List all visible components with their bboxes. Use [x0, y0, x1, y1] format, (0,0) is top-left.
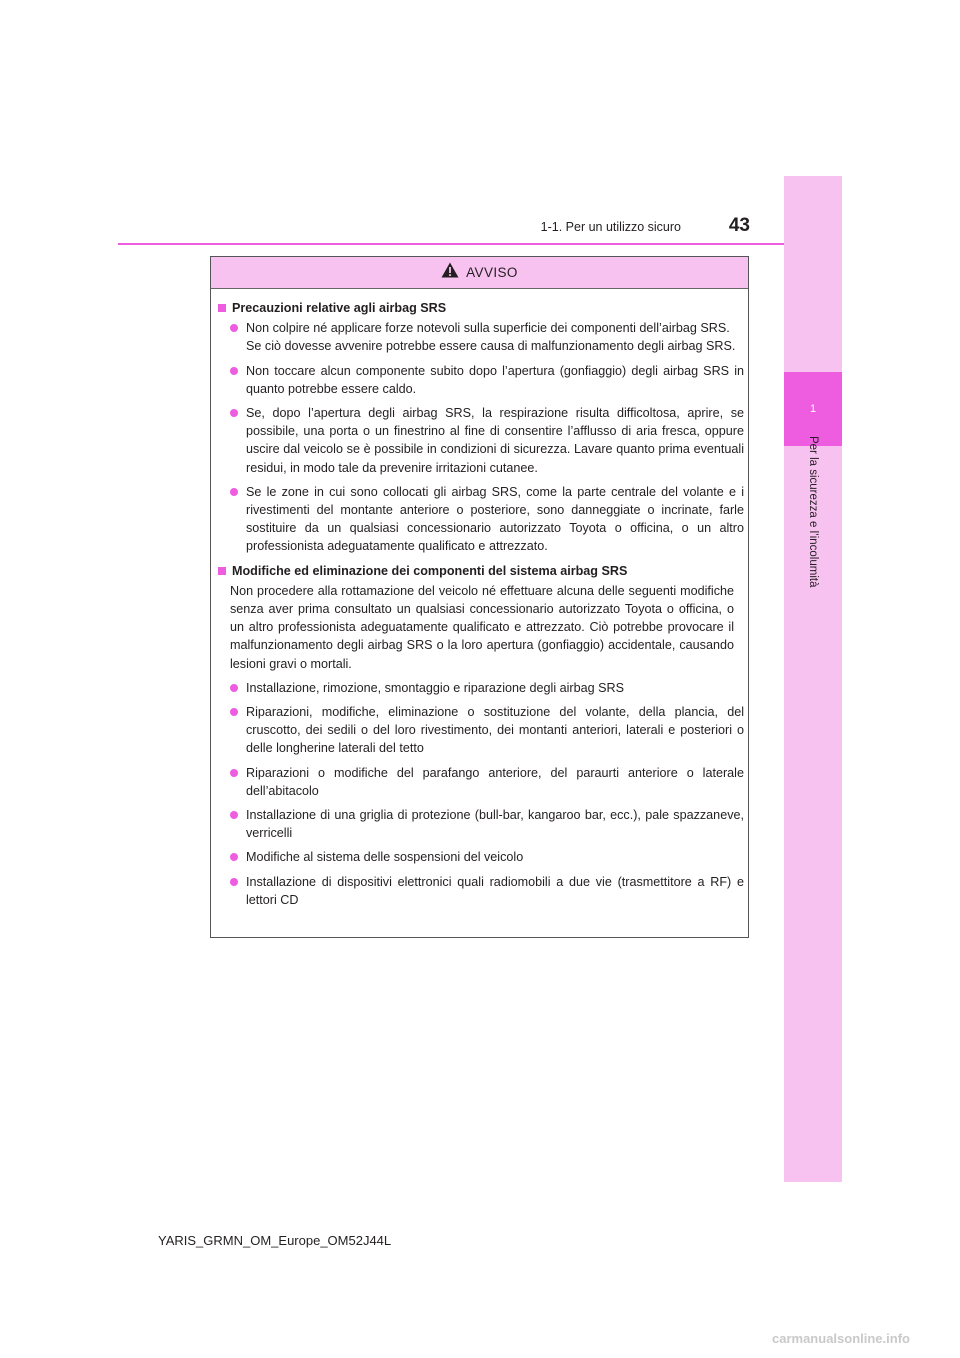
- list-item: Riparazioni o modifiche del parafango anteriore, del paraurti anteriore o laterale dell’abitacolo: [218, 764, 744, 800]
- list-item: Installazione di dispositivi elettronici quali radiomobili a due vie (trasmettitore a RF) e lettori CD: [218, 873, 744, 909]
- header-rule: [118, 243, 784, 245]
- bullet-icon: [230, 853, 238, 861]
- watermark: carmanualsonline.info: [772, 1331, 910, 1346]
- list-item: Non colpire né applicare forze notevoli sulla superficie dei componenti dell’airbag SRS. Se ciò dovesse avvenire potrebbe essere causa di malfunzionamento degli airbag SRS.: [218, 319, 744, 355]
- warning-header: [211, 257, 748, 289]
- list-item: Riparazioni, modifiche, eliminazione o sostituzione del volante, della plancia, del cruscotto, dei sedili o del loro rivestimento, dei montanti anteriori, laterali e posteriori o delle longherine laterali del tetto: [218, 703, 744, 758]
- section-heading-airbag-precautions: Precauzioni relative agli airbag SRS: [218, 299, 744, 317]
- list-item: Se, dopo l’apertura degli airbag SRS, la respirazione risulta difficoltosa, aprire, se possibile, una porta o un finestrino al fine di consentire l’afflusso di aria fresca, oppure uscire dal veicolo se è possibile in condizioni di sicurezza. Lavare quanto prima eventuali residui, in modo tale da prevenire irritazioni cutanee.: [218, 404, 744, 477]
- bullet-icon: [230, 367, 238, 375]
- side-chapter-tab: [784, 176, 842, 1182]
- bullet-icon: [230, 324, 238, 332]
- section-heading: 1-1. Per un utilizzo sicuro: [540, 220, 681, 234]
- warning-triangle-icon: [441, 262, 459, 283]
- bullet-icon: [230, 488, 238, 496]
- square-bullet-icon: [218, 567, 226, 575]
- list-item: Installazione di una griglia di protezione (bull-bar, kangaroo bar, ecc.), pale spazzaneve, verricelli: [218, 806, 744, 842]
- list-item: Se le zone in cui sono collocati gli airbag SRS, come la parte centrale del volante e i rivestimenti del montante anteriore o posteriore, sono danneggiate o incrinate, farle sostituire da un qualsiasi concessionario autorizzato Toyota o officina, o un altro professionista adeguatamente qualificato e attrezzato.: [218, 483, 744, 556]
- page-number: 43: [728, 215, 750, 236]
- bullet-icon: [230, 769, 238, 777]
- bullet-icon: [230, 708, 238, 716]
- list-item: Installazione, rimozione, smontaggio e riparazione degli airbag SRS: [218, 679, 744, 697]
- section-intro-paragraph: Non procedere alla rottamazione del veicolo né effettuare alcuna delle seguenti modifiche senza aver prima consultato un qualsiasi concessionario autorizzato Toyota o officina, o un altro professionista adeguatamente qualificato e attrezzato. Ciò potrebbe provocare il malfunzionamento degli airbag SRS o la loro apertura (gonfiaggio) accidentale, causando lesioni gravi o mortali.: [230, 583, 734, 671]
- section-heading-airbag-modifications: Modifiche ed eliminazione dei componenti del sistema airbag SRS: [218, 562, 744, 580]
- chapter-number: 1: [784, 372, 842, 446]
- bullet-icon: [230, 811, 238, 819]
- bullet-icon: [230, 878, 238, 886]
- list-item: Non toccare alcun componente subito dopo l’apertura (gonfiaggio) degli airbag SRS in quanto potrebbe essere caldo.: [218, 362, 744, 398]
- warning-label: AVVISO: [466, 265, 518, 280]
- warning-body: [218, 299, 744, 915]
- square-bullet-icon: [218, 304, 226, 312]
- warning-box: [210, 256, 749, 938]
- list-item: Modifiche al sistema delle sospensioni del veicolo: [218, 848, 744, 866]
- chapter-title: Per la sicurezza e l’incolumità: [807, 436, 819, 588]
- document-code: YARIS_GRMN_OM_Europe_OM52J44L: [158, 1233, 392, 1248]
- bullet-icon: [230, 409, 238, 417]
- bullet-icon: [230, 684, 238, 692]
